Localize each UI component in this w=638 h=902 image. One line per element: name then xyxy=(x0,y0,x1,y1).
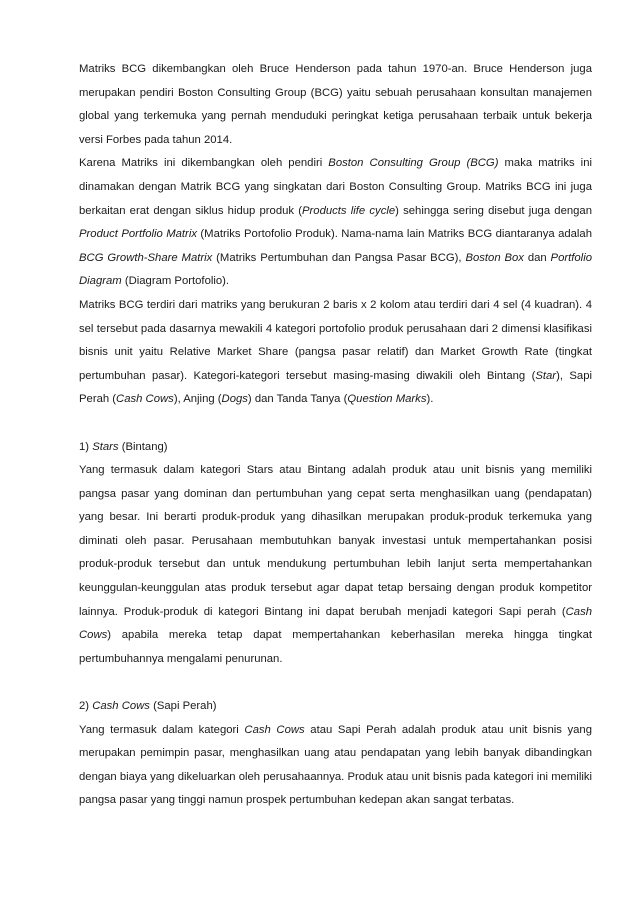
italic-text: Dogs xyxy=(221,393,248,406)
text-run: (Matriks Pertumbuhan dan Pangsa Pasar BCG), xyxy=(212,251,466,264)
body-paragraph xyxy=(79,58,592,152)
italic-text: Star xyxy=(535,369,557,382)
italic-text: Product Portfolio Matrix xyxy=(79,228,197,241)
text-run: atau Sapi Perah adalah produk atau unit bisnis yang merupakan pemimpin pasar, menghasilkan uang atau pendapatan yang lebih banyak dibandingkan dengan biaya yang dikeluarkan oleh perusahaannya. Produk atau unit bisnis pada kategori ini memiliki pangsa pasar yang tinggi namun prospek pertumbuhan kedepan akan sangat terbatas. xyxy=(79,723,592,807)
italic-text: Products life cycle xyxy=(302,204,396,217)
italic-text: Portfolio Diagram xyxy=(79,251,592,288)
text-run: ) dan Tanda Tanya ( xyxy=(247,393,348,406)
text-run: (Bintang) xyxy=(118,440,168,453)
text-run: Yang termasuk dalam kategori Stars atau Bintang adalah produk atau unit bisnis yang memiliki pangsa pasar yang dominan dan pertumbuhan yang cepat serta menghasilkan uang (pendapatan) yang besar. Ini berarti produk-produk yang dihasilkan merupakan produk-produk terkemuka yang diminati oleh pasar. Perusahaan membutuhkan banyak investasi untuk mempertahankan posisi produk-produk tersebut dan untuk mendukung pertumbuhan lebih lanjut serta mempertahankan keunggulan-keunggulan atas produk tersebut agar dapat tetap bersaing dengan produk kompetitor lainnya. Produk-produk di kategori Bintang ini dapat berubah menjadi kategori Sapi perah ( xyxy=(79,464,592,618)
body-paragraph xyxy=(79,294,592,412)
text-run: 1) xyxy=(79,440,93,453)
text-run: Matriks BCG dikembangkan oleh Bruce Henderson pada tahun 1970-an. Bruce Henderson juga merupakan pendiri Boston Consulting Group (BCG) yaitu sebuah perusahaan konsultan manajemen global yang terkemuka yang pernah menduduki peringkat ketiga perusahaan terbaik untuk bekerja versi Forbes pada tahun 2014. xyxy=(79,63,592,146)
text-run: 2) xyxy=(79,700,93,713)
italic-text: Cash Cows xyxy=(79,605,592,642)
italic-text: Cash Cows xyxy=(92,700,150,713)
document-body xyxy=(79,58,592,813)
italic-text: Boston Consulting Group (BCG) xyxy=(328,157,499,170)
italic-text: Stars xyxy=(92,440,119,453)
section-heading xyxy=(79,695,592,719)
text-run: maka matriks ini dinamakan dengan Matrik BCG yang singkatan dari Boston Consulting Group. Matriks BCG ini juga berkaitan erat dengan siklus hidup produk ( xyxy=(79,157,592,217)
body-paragraph xyxy=(79,719,592,813)
text-run: (Matriks Portofolio Produk). Nama-nama lain Matriks BCG diantaranya adalah xyxy=(196,228,592,241)
text-run: Karena Matriks ini dikembangkan oleh pendiri xyxy=(79,157,329,170)
paragraph-spacer xyxy=(79,412,592,436)
text-run: ), Anjing ( xyxy=(173,393,222,406)
text-run: (Diagram Portofolio). xyxy=(121,275,230,288)
text-run: ). xyxy=(426,393,434,406)
text-run: dan xyxy=(523,251,551,264)
italic-text: Cash Cows xyxy=(116,393,174,406)
text-run: ), Sapi Perah ( xyxy=(79,369,592,406)
text-run: Yang termasuk dalam kategori xyxy=(79,723,245,736)
body-paragraph xyxy=(79,459,592,671)
text-run: (Sapi Perah) xyxy=(149,700,217,713)
paragraph-spacer xyxy=(79,671,592,695)
text-run: ) apabila mereka tetap dapat mempertahankan keberhasilan mereka hingga tingkat pertumbuhannya mengalami penurunan. xyxy=(79,629,592,665)
section-heading xyxy=(79,436,592,460)
text-run: ) sehingga sering disebut juga dengan xyxy=(395,204,592,217)
text-run: Matriks BCG terdiri dari matriks yang berukuran 2 baris x 2 kolom atau terdiri dari 4 sel (4 kuadran). 4 sel tersebut pada dasarnya mewakili 4 kategori portofolio produk perusahaan dari 2 dimensi klasifikasi bisnis unit yaitu Relative Market Share (pangsa pasar relatif) dan Market Growth Rate (tingkat pertumbuhan pasar). Kategori-kategori tersebut masing-masing diwakili oleh Bintang ( xyxy=(79,298,592,382)
italic-text: Cash Cows xyxy=(244,723,305,736)
italic-text: Question Marks xyxy=(347,393,427,406)
italic-text: Boston Box xyxy=(465,251,524,264)
body-paragraph xyxy=(79,152,592,294)
italic-text: BCG Growth-Share Matrix xyxy=(79,251,213,264)
